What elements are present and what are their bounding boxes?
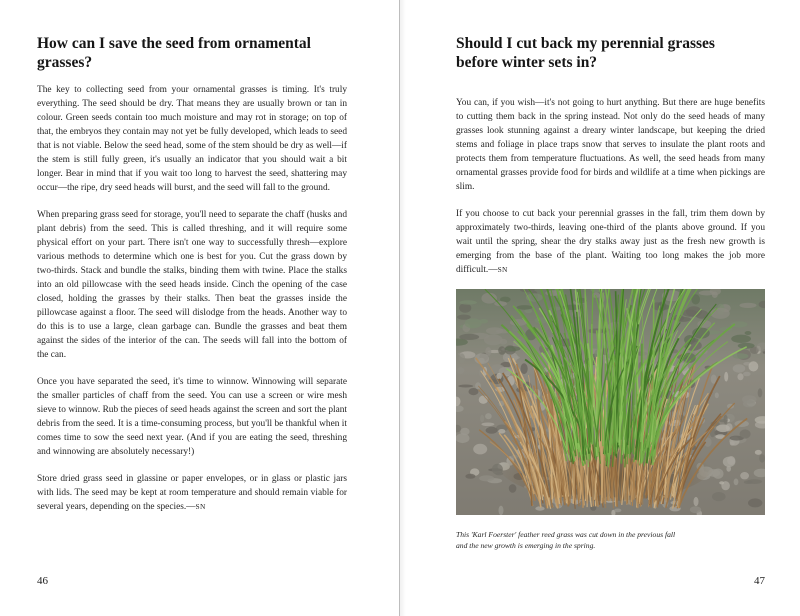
photo-caption bbox=[456, 529, 756, 551]
caption-line-2: and the new growth is emerging in the spring. bbox=[456, 541, 596, 550]
right-paragraph-2-text: If you choose to cut back your perennial grasses in the fall, trim them down by approximately two-thirds, leaving one-third of the plants above ground. If you wait until the spring, shear the dry stalks away just as the fresh new growth is emerging from the base of the plant. Waiting too long makes the job more difficult.— bbox=[456, 209, 765, 275]
right-page-heading: Should I cut back my perennial grasses before winter sets in? bbox=[456, 35, 715, 71]
caption-line-1: This 'Karl Foerster' feather reed grass was cut down in the previous fall bbox=[456, 530, 676, 539]
left-paragraph-4 bbox=[37, 472, 347, 514]
right-page bbox=[400, 0, 800, 616]
right-page-body bbox=[456, 96, 765, 290]
left-paragraph-2: When preparing grass seed for storage, you'll need to separate the chaff (husks and plant debris) from the seed. This is called threshing, and it will require some physical effort on your part. There isn't one way to successfully thresh—explore various methods to determine which one is best for you. Cut the grass down by two-thirds. Stack and bundle the stalks, binding them with twine. Place the stalks into an old pillowcase with the seed heads inside. Cinch the opening of the case closed, holding the grasses by their stalks. Then beat the grasses inside the pillowcase against a floor. The seed will dislodge from the heads. Another way to do this is to use a large, clean garbage can. Bundle the grasses and beat them against the sides of the interior of the can. The seeds will fall into the bottom of the can. bbox=[37, 210, 347, 360]
page-number-left: 46 bbox=[37, 575, 48, 587]
author-signature: SN bbox=[195, 502, 206, 511]
left-page bbox=[0, 0, 399, 616]
right-paragraph-2 bbox=[456, 207, 765, 277]
left-paragraph-3: Once you have separated the seed, it's time to winnow. Winnowing will separate the smaller particles of chaff from the seed. You can use a screen or wire mesh sieve to winnow. Rub the pieces of seed heads against the screen and sort the plant debris from the seed. It is a time-consuming process, but you'll be thankful when it comes time to sow the seed next year. (And if you are eating the seed, threshing and winnowing are absolutely necessary!) bbox=[37, 377, 347, 457]
author-signature: SN bbox=[497, 265, 508, 274]
feather-reed-grass-image bbox=[456, 289, 765, 515]
left-page-heading: How can I save the seed from ornamental grasses? bbox=[37, 35, 311, 71]
left-page-body bbox=[37, 83, 347, 527]
right-paragraph-1: You can, if you wish—it's not going to hurt anything. But there are huge benefits to cutting them back in the spring instead. Not only do the seed heads of many grasses look stunning against a dreary winter landscape, but keeping the dried stems and foliage in place traps snow that serves to insulate the plant roots and protects them from temperature fluctuations. As well, the seed heads from many ornamental grasses provide food for birds and wildlife at a time when pickings are slim. bbox=[456, 98, 765, 192]
left-paragraph-1: The key to collecting seed from your ornamental grasses is timing. It's truly everything. The seed should be dry. That means they are usually brown or tan in colour. Green seeds contain too much moisture and may rot in storage; on top of that, the embryos they contain may not yet be fully developed, which leads to seed that is not viable. Below the seed head, some of the stem should be dry as well—if the stem is still fully green, it's usually an indicator that you should wait a bit longer. Bear in mind that if you wait too long to harvest the seed, shattering may occur—the ripe, dry seed heads will burst, and the seed will fall to the ground. bbox=[37, 85, 347, 193]
grass-photo bbox=[456, 289, 765, 515]
page-number-right: 47 bbox=[754, 575, 765, 587]
left-paragraph-4-text: Store dried grass seed in glassine or paper envelopes, or in glass or plastic jars with lids. The seed may be kept at room temperature and should remain viable for several years, depending on the species.— bbox=[37, 474, 347, 512]
